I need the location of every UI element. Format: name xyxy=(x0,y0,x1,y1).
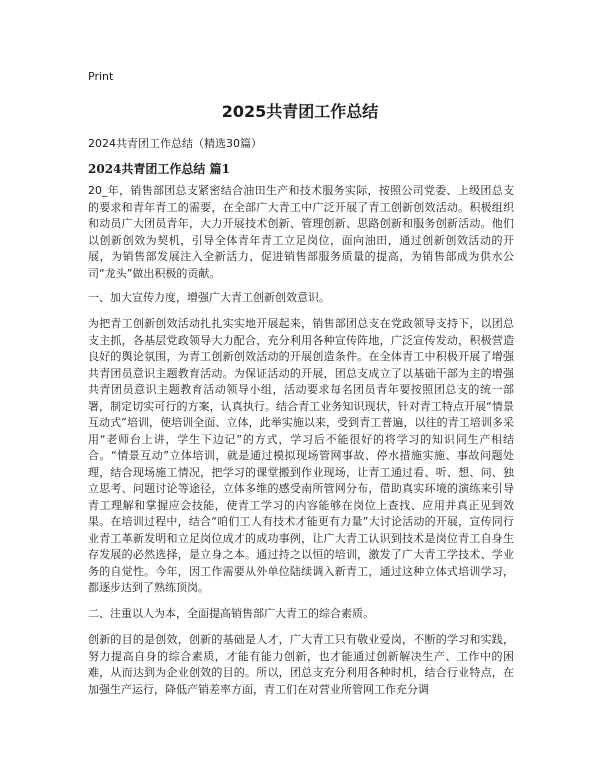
paragraph-publicity: 为把青工创新创效活动扎扎实实地开展起来，销售部团总支在党政领导支持下，以团总支主抓，各基层党政领导大力配合，充分利用各种宣传阵地，广泛宣传发动，积极营造良好的舆论氛围，为青工创新创效活动的开展创造条件。在全体青工中积极开展了增强共青团员意识主题教育活动。为保证活动的开展，团总支成立了以基础干部为主的增强共青团员意识主题教育活动领导小组，活动要求每名团员青年要按照团总支的统一部署，制定切实可行的方案，认真执行。结合青工业务知识现状，针对青工特点开展“情景互动式”培训，使培训全面、立体，此举实施以来，受到青工普遍，以往的青工培训多采用“老师台上讲，学生下边记”的方式，学习后不能很好的将学习的知识同生产相结合。“情景互动”立体培训，就是通过模拟现场管网事故、停水措施实施、事故问题处理，结合现场施工情况，把学习的课堂搬到作业现场，让青工通过看、听、想、问、独立思考、问题讨论等途径，立体多维的感受南所管网分布，借助真实环境的演练来引导青工理解和掌握应会技能，使青工学习的内容能够在岗位上查找、应用并真正见到效果。在培训过程中，结合“咱们工人有技术才能更有力量”大讨论活动的开展，宣传同行业青工革新发明和立足岗位成才的成功事例，让广大青工认识到技术是岗位青工自身生存发展的必然选择，是立身之本。通过持之以恒的培训，激发了广大青工学技术、学业务的自觉性。今年，因工作需要从外单位陆续调入新青工，通过这种立体式培训学习，都逐步达到了熟练顶岗。 xyxy=(88,317,514,594)
paragraph-intro: 20_年，销售部团总支紧密结合油田生产和技术服务实际，按照公司党委、上级团总支的要求和青年青工的需要，在全部广大青工中广泛开展了青工创新创效活动。积极组织和动员广大团员青年，大力开展技术创新、管理创新、思路创新和服务创新活动。他们以创新创效为契机，引导全体青年青工立足岗位，面向油田，通过创新创效活动的开展，为销售部发展注入全新活力，促进销售部服务质量的提高，为销售部成为供水公司“龙头”做出积极的贡献。 xyxy=(88,184,514,280)
document-subtitle: 2024共青团工作总结（精选30篇） xyxy=(88,137,262,150)
subheading-people: 二、注重以人为本，全面提高销售部广大青工的综合素质。 xyxy=(88,607,374,620)
print-link[interactable]: Print xyxy=(88,70,114,83)
paragraph-people: 创新的目的是创效，创新的基础是人才，广大青工只有敬业爱岗，不断的学习和实践，努力提高自身的综合素质，才能有能力创新，也才能通过创新解决生产、工作中的困难，从而达到为企业创效的目的。所以，团总支充分利用各种时机，结合行业特点，在加强生产运行，降低产销差率方面，青工们在对营业所管网工作充分调 xyxy=(88,633,514,696)
subheading-publicity: 一、加大宣传力度，增强广大青工创新创效意识。 xyxy=(88,291,330,304)
page-title: 2025共青团工作总结 xyxy=(221,102,379,121)
section-heading: 2024共青团工作总结 篇1 xyxy=(88,162,230,176)
